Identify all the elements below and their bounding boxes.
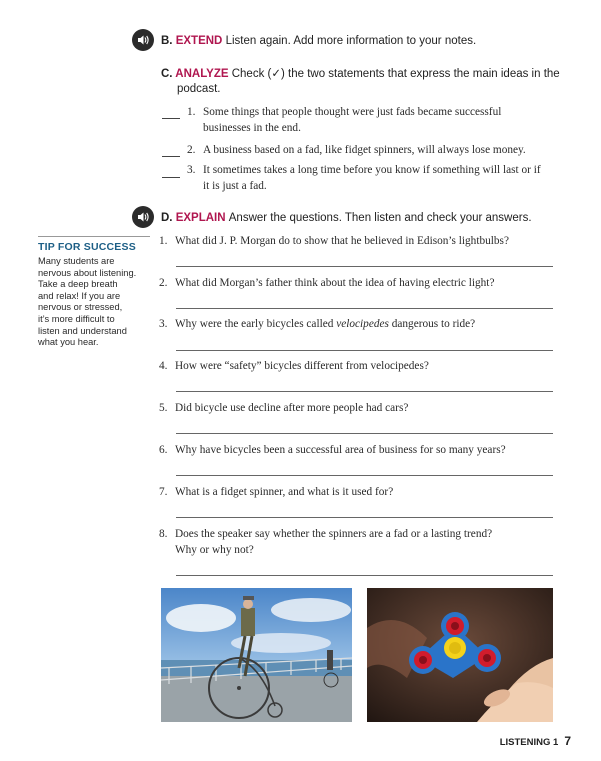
section-title: ANALYZE [175,68,229,80]
tip-line: nervous about listening. [38,267,137,278]
statement-text-cont: it is just a fad. [203,180,267,192]
answer-line[interactable] [176,433,553,434]
section-b-heading [161,34,476,49]
answer-line[interactable] [176,517,553,518]
question-number: 6. [159,444,168,456]
question-text: How were “safety” bicycles different from velocipedes? [175,360,429,372]
footer-label: LISTENING 1 [499,737,559,748]
question-text-part: dangerous to ride? [388,318,476,330]
tip-line: Take a deep breath [38,279,118,290]
penny-farthing-photo [161,588,352,722]
question-number: 4. [159,360,168,372]
statement-number: 1. [187,106,196,118]
answer-line[interactable] [176,575,553,576]
section-letter: C. [161,68,173,80]
tip-body [38,256,150,349]
check-blank[interactable] [162,108,180,119]
question-text [175,316,475,332]
tip-line: it’s more difficult to [38,313,115,324]
section-c-heading [161,67,561,82]
section-d-heading [161,211,532,226]
statement-number: 3. [187,164,196,176]
section-instruction-cont: podcast. [177,83,221,95]
tip-divider [38,236,150,237]
question-text: Why have bicycles been a successful area of business for so many years? [175,444,506,456]
answer-line[interactable] [176,391,553,392]
question-text-cont: Why or why not? [175,544,254,556]
statement-number: 2. [187,144,196,156]
page-footer [500,734,571,748]
tip-line: listen and understand [38,325,127,336]
section-letter: D. [161,212,173,224]
question-number: 8. [159,528,168,540]
section-instruction: Answer the questions. Then listen and check your answers. [228,212,532,224]
section-title: EXPLAIN [175,212,226,224]
question-text: Did bicycle use decline after more people had cars? [175,402,409,414]
tip-line: Many students are [38,256,115,266]
section-instruction: Listen again. Add more information to your notes. [225,35,477,47]
answer-line[interactable] [176,350,553,351]
audio-icon[interactable] [132,29,154,51]
question-text: What did J. P. Morgan do to show that he believed in Edison’s lightbulbs? [175,235,509,247]
question-number: 3. [159,318,168,330]
statement-text-cont: businesses in the end. [203,122,301,134]
question-text: Does the speaker say whether the spinners are a fad or a lasting trend? [175,528,493,540]
answer-line[interactable] [176,308,553,309]
answer-line[interactable] [176,475,553,476]
tip-line: nervous or stressed, [38,302,123,313]
page-number: 7 [564,734,571,748]
section-letter: B. [161,35,173,47]
audio-icon[interactable] [132,206,154,228]
section-instruction: Check (✓) the two statements that express the main ideas in the [231,68,560,80]
question-text: What is a fidget spinner, and what is it used for? [175,486,394,498]
question-number: 1. [159,235,168,247]
section-title: EXTEND [175,35,223,47]
question-text-part: Why were the early bicycles called [175,318,337,330]
tip-title: TIP FOR SUCCESS [38,241,136,253]
check-blank[interactable] [162,146,180,157]
fidget-spinner-photo [367,588,553,722]
question-number: 2. [159,277,168,289]
tip-line: what you hear. [38,337,99,348]
tip-line: and relax! If you are [38,290,121,301]
statement-text: Some things that people thought were just fads became successful [203,106,502,118]
question-text: What did Morgan’s father think about the idea of having electric light? [175,277,495,289]
statement-text: It sometimes takes a long time before you know if something will last or if [203,164,541,176]
question-number: 5. [159,402,168,414]
answer-line[interactable] [176,266,553,267]
question-text-italic: velocipedes [336,318,389,330]
question-number: 7. [159,486,168,498]
check-blank[interactable] [162,167,180,178]
statement-text: A business based on a fad, like fidget spinners, will always lose money. [203,144,526,156]
